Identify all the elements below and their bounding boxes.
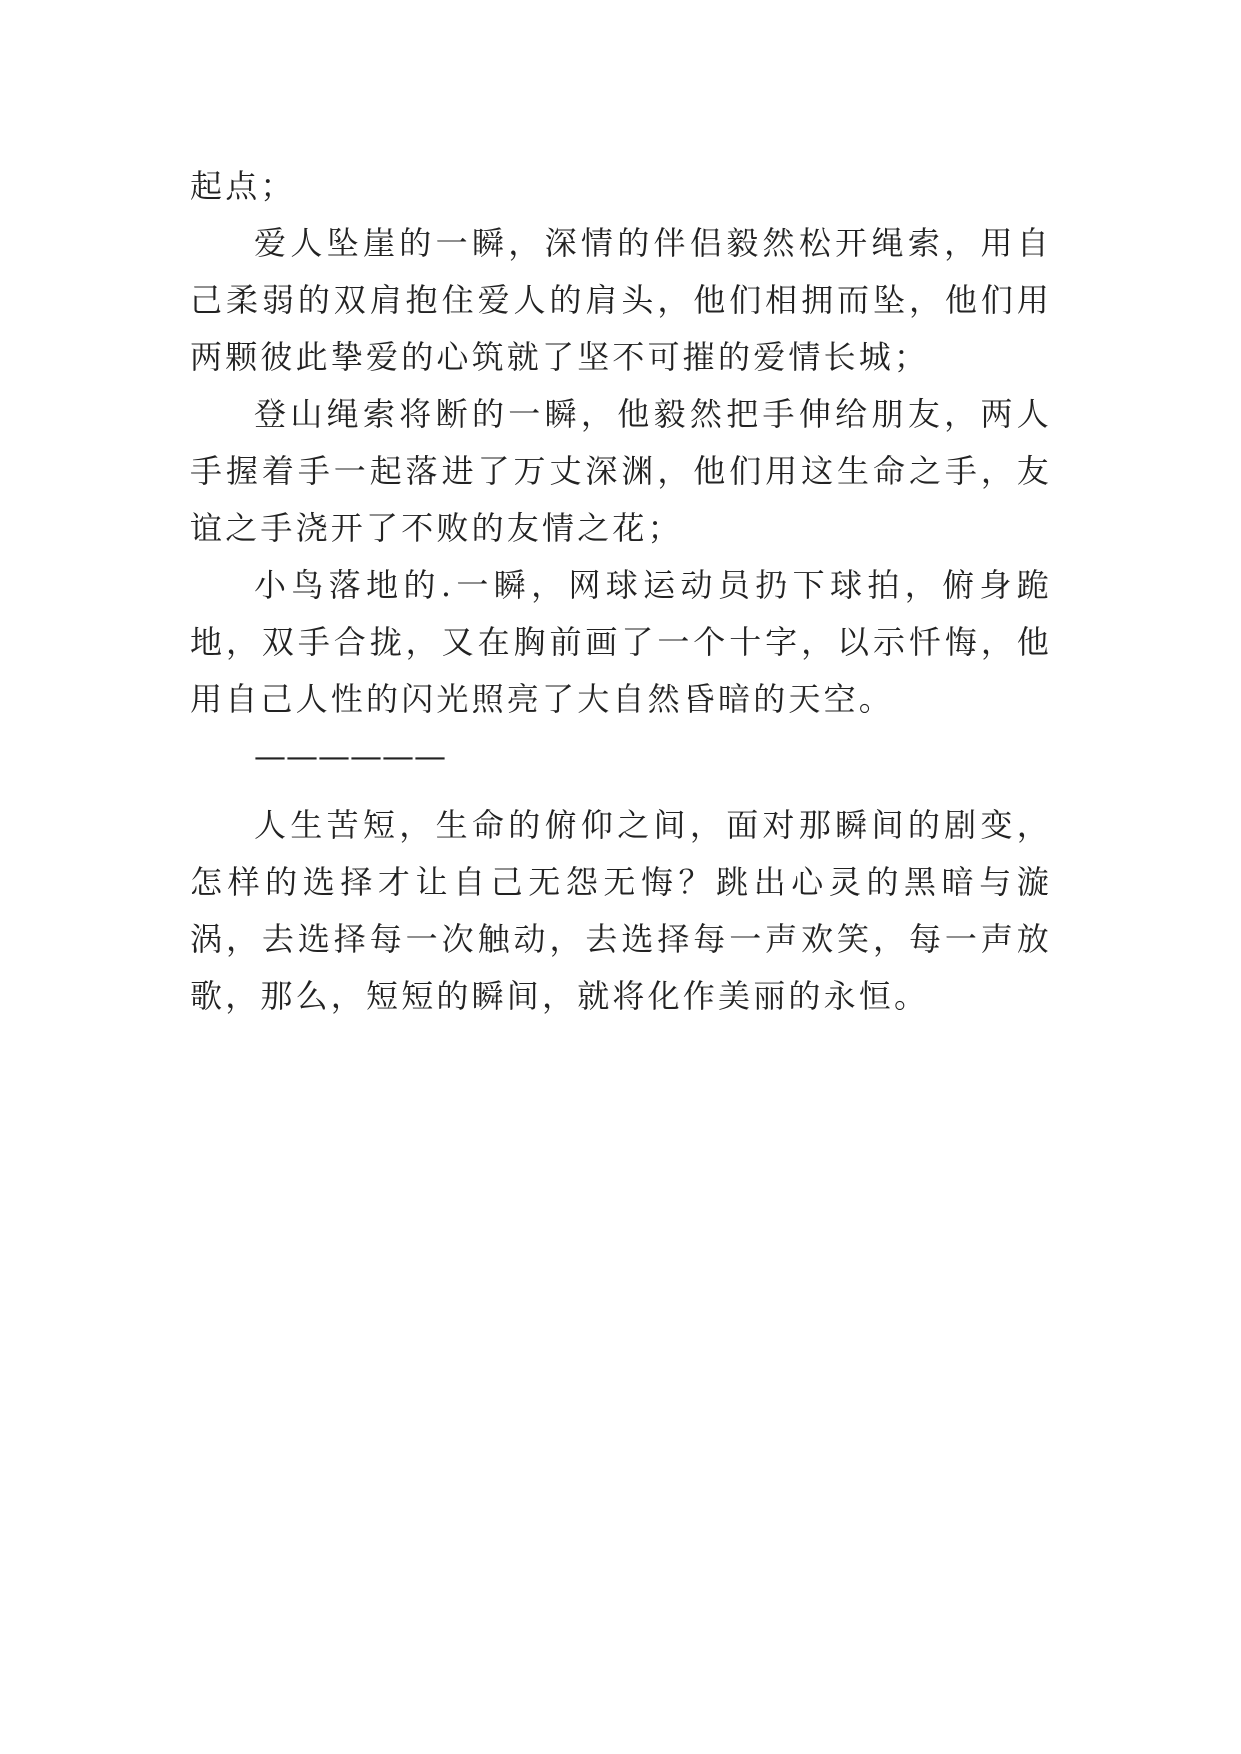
paragraph-tennis-player: 小鸟落地的.一瞬，网球运动员扔下球拍，俯身跪地，双手合拢，又在胸前画了一个十字，以示忏悔，他用自己人性的闪光照亮了大自然昏暗的天空。 — [190, 566, 1052, 718]
paragraph-friends: 登山绳索将断的一瞬，他毅然把手伸给朋友，两人手握着手一起落进了万丈深渊，他们用这生命之手，友谊之手浇开了不败的友情之花； — [190, 395, 1052, 547]
section-separator: —————— — [254, 737, 446, 775]
paragraph-start-continuation: 起点； — [190, 167, 296, 205]
paragraph-conclusion: 人生苦短，生命的俯仰之间，面对那瞬间的剧变，怎样的选择才让自己无怨无悔？跳出心灵的黑暗与漩涡，去选择每一次触动，去选择每一声欢笑，每一声放歌，那么，短短的瞬间，就将化作美丽的永恒。 — [190, 806, 1052, 1015]
paragraph-lovers: 爱人坠崖的一瞬，深情的伴侣毅然松开绳索，用自己柔弱的双肩抱住爱人的肩头，他们相拥而坠，他们用两颗彼此挚爱的心筑就了坚不可摧的爱情长城； — [190, 224, 1052, 376]
document-body — [190, 158, 1052, 1025]
